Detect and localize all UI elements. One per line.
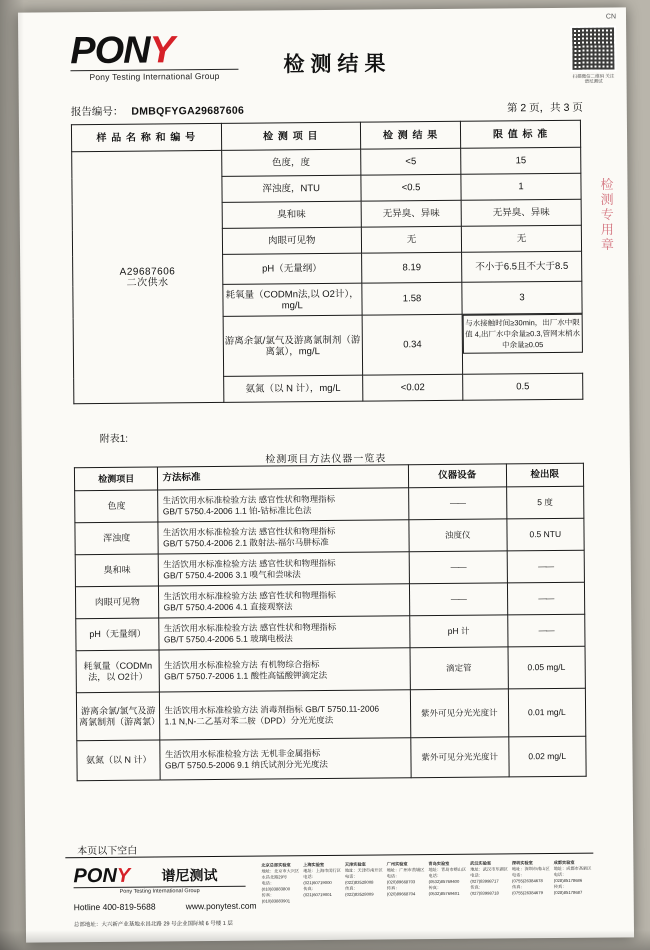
method-item: 浑浊度: [75, 522, 159, 555]
test-result: <0.5: [361, 174, 461, 201]
sample-id: A29687606: [119, 265, 176, 278]
method-item: 游离余氯/氯气及游离氯制剂（游离氯）: [76, 692, 160, 741]
col-method-item: 检测项目: [74, 467, 158, 491]
result-table: [71, 120, 583, 404]
test-item: 耗氧量（CODMn法,以 O2计），mg/L: [222, 283, 362, 316]
method-detection-limit: ——: [507, 582, 585, 615]
report-number-label: 报告编号：: [70, 105, 124, 119]
test-result: 0.34: [362, 314, 463, 375]
qr-code-block: [570, 25, 617, 83]
footer-hotline[interactable]: Hotline 400-819-5688: [73, 901, 156, 913]
footer-branch-fax: 传真：(027)83998718: [470, 884, 499, 896]
limit-standard: 无异臭、异味: [461, 199, 581, 226]
footer-branch-city: 广州实验室: [386, 861, 408, 867]
brand-logo: [70, 29, 238, 83]
test-item: 浑浊度，NTU: [221, 175, 361, 202]
footer-logo-cn: 谱尼测试: [161, 866, 218, 884]
method-standard-line2: GB/T 5750.4-2006 5.1 玻璃电极法: [163, 632, 293, 644]
footer-branch: [428, 861, 466, 903]
method-detection-limit: 0.05 mg/L: [508, 646, 586, 689]
method-detection-limit: 0.5 NTU: [506, 518, 584, 551]
footer-branch-city: 北京总部实验室: [261, 862, 291, 868]
footer-branch: [554, 860, 592, 902]
method-detection-limit: 5 度: [506, 486, 584, 519]
footer-branch-phone: 电话：(027)83998717: [470, 872, 499, 884]
test-result: 8.19: [362, 252, 462, 283]
table-row: [75, 486, 584, 522]
test-item: 色度，度: [221, 149, 361, 176]
method-standard: [159, 584, 410, 618]
footer-branch-phone: 电话：(022)83528008: [344, 873, 374, 885]
method-device: 滴定管: [410, 647, 508, 690]
method-item: 臭和味: [75, 554, 159, 587]
method-standard: [159, 616, 410, 650]
footer-branch-city: 武汉实验室: [470, 860, 492, 866]
footer-branch-phone: 电话：(0755)26384678: [511, 872, 543, 884]
method-standard-line1: 生活饮用水标准检验方法 无机非金属指标: [164, 748, 321, 760]
col-limit-standard: 限 值 标 准: [461, 120, 581, 148]
method-standard-line1: 生活饮用水标准检验方法 感官性状和物理指标: [162, 525, 336, 538]
method-device: 紫外可见分光光度计: [411, 737, 509, 778]
attachment-label: 附表1:: [99, 433, 129, 445]
table-row: [76, 688, 585, 740]
footer-branch-fax: 传真：(022)83528009: [345, 885, 374, 897]
footer-branch-fax: 传真：(021)60719001: [303, 886, 332, 898]
test-result: <5: [361, 148, 461, 175]
method-detection-limit: ——: [507, 614, 585, 647]
footer-branch-phone: 电话：(020)89668703: [386, 873, 416, 885]
test-result: 无异臭、异味: [361, 200, 461, 227]
footer-branch-address: 地址：天津市南开区: [344, 867, 383, 873]
table-row: [76, 614, 585, 650]
col-test-result: 检 测 结 果: [360, 121, 460, 149]
footer-website[interactable]: www.ponytest.com: [185, 900, 257, 912]
table-row: [77, 736, 586, 780]
table-row: [75, 518, 584, 554]
col-sample-name: 样 品 名 称 和 编 号: [71, 123, 221, 151]
footer-branch: [345, 862, 383, 904]
method-standard-line2: GB/T 5750.7-2006 1.1 酸性高锰酸钾滴定法: [164, 669, 328, 681]
footer-branch-address: 地址：武汉市东湖区: [470, 866, 508, 872]
qr-code-icon: [570, 25, 616, 71]
footer-branch-phone: 电话：(021)60719000: [303, 874, 332, 886]
brand-logo-subtitle: Pony Testing International Group: [70, 69, 238, 82]
qr-caption: 扫描微信二维码 关注谱尼测试: [572, 73, 615, 84]
table-row: [75, 550, 584, 586]
limit-standard: 3: [462, 281, 582, 314]
page-title: 检测结果: [283, 51, 392, 77]
limit-standard: 0.5: [463, 373, 583, 400]
limit-standard: 无: [461, 225, 581, 252]
method-standard-line2: GB/T 5750.4-2006 4.1 直接观察法: [163, 600, 293, 612]
footer-branch-phone: 电话：(010)83883800: [261, 880, 291, 892]
method-standard-line2: GB/T 5750.5-2006 9.1 纳氏试剂分光光度法: [164, 758, 328, 770]
footer-branch-city: 青岛实验室: [428, 860, 450, 867]
method-device: 紫外可见分光光度计: [410, 689, 508, 738]
test-item: 氨氮（以 N 计），mg/L: [223, 375, 363, 402]
footer-branch-address: 地址：北京市大兴区永昌北路29号: [261, 868, 300, 880]
test-item: pH（无量纲）: [222, 253, 362, 284]
footer-branch-fax: 传真：(020)89668704: [386, 885, 416, 897]
document-page: [18, 7, 634, 942]
footer-branch-address: 地址：深圳市南山区: [511, 866, 550, 872]
limit-standard: 不小于6.5且不大于8.5: [462, 251, 582, 282]
footer-branch-address: 地址：广州市黄埔区: [386, 867, 425, 873]
method-standard-line1: 生活饮用水标准检验方法 感官性状和物理指标: [163, 557, 336, 570]
test-result: 无: [361, 226, 461, 253]
method-standard: [159, 552, 410, 586]
footer-branch: [470, 860, 508, 902]
report-number-value: DMBQFYGA29687606: [131, 104, 245, 118]
footer-branch-city: 深圳实验室: [511, 860, 533, 866]
method-standard: [160, 690, 411, 740]
footer-branch-fax: 传真：(0755)26384679: [512, 884, 543, 896]
attachment-title: 检测项目方法仪器一览表: [265, 453, 387, 466]
footer-branch-city: 成都实验室: [553, 859, 575, 866]
method-detection-limit: 0.02 mg/L: [508, 736, 586, 777]
footer-branch: [303, 862, 341, 904]
limit-standard: 15: [461, 147, 581, 174]
method-device: 浊度仪: [409, 519, 507, 552]
method-item: 色度: [75, 490, 159, 523]
document-header: [18, 7, 627, 119]
footer-branch: [512, 860, 550, 902]
method-detection-limit: ——: [507, 550, 585, 583]
method-standard-line2: GB/T 5750.4-2006 2.1 散射法-福尔马肼标准: [163, 536, 329, 548]
cn-mark: CN: [605, 13, 617, 21]
footer-logo: PONY: [73, 864, 131, 888]
test-item: 游离余氯/氯气及游离氯制剂（游离氯），mg/L: [223, 315, 363, 376]
method-device: pH 计: [410, 615, 508, 648]
test-item: 臭和味: [222, 201, 362, 228]
method-standard-line1: 生活饮用水标准检验方法 感官性状和物理指标: [163, 621, 337, 634]
brand-logo-text: PONY: [70, 29, 175, 73]
footer-address: 总部地址：大兴新产业基地永昌北路 29 号企业国际城 6 号楼 1 层: [73, 920, 233, 929]
test-result: <0.02: [363, 374, 463, 401]
footer-branch-city: 天津实验室: [344, 861, 366, 867]
limit-standard: 1: [461, 173, 581, 200]
method-standard-line2: 1.1 N,N-二乙基对苯二胺（DPD）分光光度法: [164, 714, 334, 726]
method-item: 耗氧量（CODMn法，以 O2计）: [76, 650, 160, 693]
method-item: pH（无量纲）: [76, 618, 160, 651]
report-number: [71, 103, 244, 120]
method-standard: [160, 738, 411, 780]
test-item: 肉眼可见物: [222, 227, 362, 254]
footer-branch-address: 地址：成都市高新区: [553, 865, 592, 872]
sample-type: 二次供水: [126, 276, 169, 289]
footer-branch: [387, 861, 425, 903]
col-test-item: 检 测 项 目: [221, 122, 361, 150]
method-standard: [158, 520, 409, 554]
method-standard-line2: GB/T 5750.4-2006 1.1 铂-钴标准比色法: [162, 504, 312, 516]
method-device: ——: [409, 551, 507, 584]
footer-branch-fax: 传真：(010)83883901: [261, 892, 291, 904]
method-device: ——: [409, 583, 507, 616]
page-left-shadow: [0, 0, 24, 950]
footer-logo-subtitle: Pony Testing International Group: [74, 886, 246, 896]
page-bottom-shadow: [0, 930, 650, 950]
footer-branch-phone: 电话：(0532)85769400: [428, 873, 460, 885]
method-table: [74, 463, 587, 781]
method-standard: [158, 488, 409, 522]
footer-branch: [261, 862, 299, 904]
method-item: 氨氮（以 N 计）: [77, 740, 161, 781]
method-standard-line1: 生活饮用水标准检验方法 有机物综合指标: [164, 659, 320, 671]
document-body: [18, 7, 634, 942]
footer-branch-fax: 传真：(028)85178687: [553, 883, 583, 896]
col-method-standard: 方法标准: [158, 465, 409, 490]
page-indicator: 第 2 页，共 3 页: [506, 101, 583, 115]
limit-standard: 与水接触时间≥30min，出厂水中限值 4,出厂水中余量≥0.3,管网末梢水中余量≥0.05: [463, 314, 583, 354]
footer-branch-phone: 电话：(028)85178686: [553, 871, 583, 884]
document-footer: [65, 858, 594, 937]
method-standard: [160, 648, 411, 692]
footer-branch-address: 地址：上海市闵行区: [303, 867, 341, 874]
table-row: [76, 646, 585, 692]
footer-branch-address: 地址：青岛市崂山区: [428, 866, 467, 873]
col-detection-limit: 检出限: [506, 463, 584, 487]
inspection-seal-stamp: 检测专用章: [598, 177, 615, 253]
method-standard-line2: GB/T 5750.4-2006 3.1 嗅气和尝味法: [163, 568, 301, 580]
method-detection-limit: 0.01 mg/L: [508, 688, 586, 737]
method-device: ——: [409, 487, 507, 520]
footer-branch-fax: 传真：(0532)85769401: [428, 885, 460, 897]
footer-branch-city: 上海实验室: [303, 862, 325, 868]
footer-branch-list: [261, 860, 591, 905]
blank-note: 本页以下空白: [77, 845, 138, 858]
sample-name-cell: [72, 150, 224, 403]
table-row: [75, 582, 584, 618]
method-item: 肉眼可见物: [75, 586, 159, 619]
col-device: 仪器设备: [408, 464, 506, 488]
method-standard-line1: 生活饮用水标准检验方法 感官性状和物理指标: [162, 493, 336, 506]
method-standard-line1: 生活饮用水标准检验方法 消毒剂指标 GB/T 5750.11-2006: [164, 703, 380, 716]
method-standard-line1: 生活饮用水标准检验方法 感官性状和物理指标: [163, 589, 336, 602]
test-result: 1.58: [362, 282, 462, 315]
